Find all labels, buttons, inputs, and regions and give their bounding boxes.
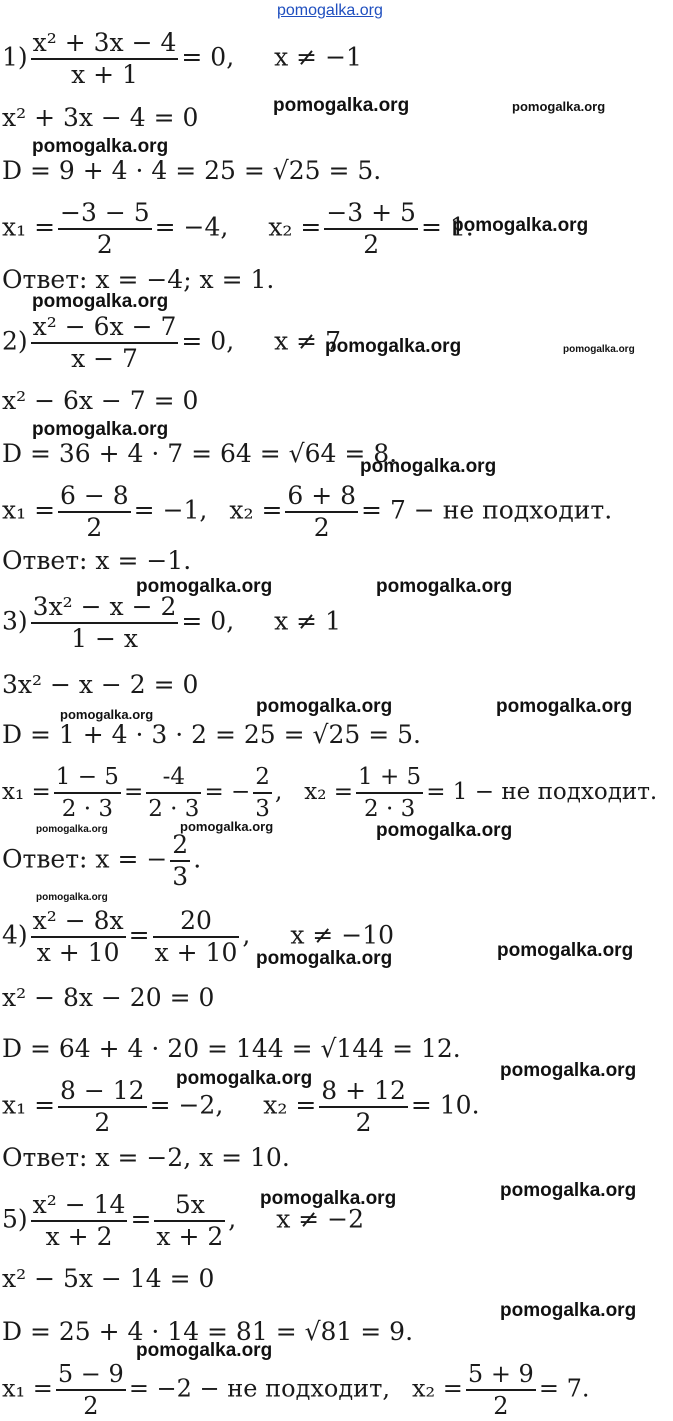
p5-number: 5) bbox=[2, 1204, 28, 1234]
p1-x1-fraction bbox=[58, 198, 152, 260]
p5-x2-den: 2 bbox=[493, 1392, 509, 1420]
watermark-text: pomogalka.org bbox=[496, 696, 633, 717]
p4-answer: Ответ: x = −2, x = 10. bbox=[2, 1143, 290, 1172]
watermark-text: pomogalka.org bbox=[60, 707, 154, 722]
watermark-text: pomogalka.org bbox=[32, 291, 169, 312]
p1-roots bbox=[2, 198, 474, 260]
p4-rhs-num: 20 bbox=[153, 906, 240, 938]
p3-eq-tail: = 0, bbox=[181, 606, 235, 636]
p2-fraction bbox=[31, 312, 179, 374]
p3-x1-a-den: 2 · 3 bbox=[61, 796, 113, 822]
p2-answer: Ответ: x = −1. bbox=[2, 546, 192, 575]
watermark-text: pomogalka.org bbox=[36, 892, 108, 903]
watermark-text: pomogalka.org bbox=[512, 99, 606, 114]
p3-x1-fraction-a bbox=[54, 762, 121, 824]
p4-x2-den: 2 bbox=[355, 1108, 372, 1137]
p3-quadratic: 3x² − x − 2 = 0 bbox=[2, 670, 199, 699]
p2-x1-label: x₁ = bbox=[2, 495, 56, 525]
p5-frac-num: x² − 14 bbox=[31, 1190, 128, 1222]
p3-x1-c-prefix: = − bbox=[204, 779, 251, 805]
p5-rhs-num: 5x bbox=[154, 1190, 225, 1222]
p4-x1-fraction bbox=[58, 1076, 147, 1138]
p1-x2-label: x₂ = bbox=[268, 212, 322, 242]
p1-x2-fraction bbox=[324, 198, 418, 260]
p1-condition: x ≠ −1 bbox=[274, 42, 362, 72]
watermark-text: pomogalka.org bbox=[180, 819, 274, 834]
p1-x1-num: −3 − 5 bbox=[58, 198, 152, 230]
p2-equation bbox=[2, 312, 341, 374]
p5-x1-num: 5 − 9 bbox=[56, 1359, 126, 1391]
watermark-text: pomogalka.org bbox=[256, 696, 393, 717]
p2-roots bbox=[2, 481, 612, 543]
p5-x2-label: x₂ = bbox=[412, 1374, 463, 1403]
p4-equation: 4) $\frac{\text{x² − 8x}}{x + 10}$ = $\frac{20}{x + 10}$ , x ≠ −10 bbox=[2, 906, 395, 967]
p3-number: 3) bbox=[2, 606, 28, 636]
watermark-text: pomogalka.org bbox=[376, 820, 513, 841]
watermark-text: pomogalka.org bbox=[256, 948, 393, 969]
p2-x1-value: = −1, bbox=[133, 495, 208, 525]
p1-x2-den: 2 bbox=[363, 230, 380, 259]
p5-frac-den: x + 2 bbox=[45, 1222, 113, 1251]
watermark-text: pomogalka.org bbox=[497, 940, 634, 961]
p5-discriminant: D = 25 + 4 · 14 = 81 = √81 = 9. bbox=[2, 1317, 414, 1346]
watermark-text: pomogalka.org bbox=[325, 336, 462, 357]
p4-x1-value: = −2, bbox=[149, 1090, 224, 1120]
watermark-text: pomogalka.org bbox=[32, 136, 169, 157]
p3-x2-value: = 1 − не подходит. bbox=[426, 779, 658, 805]
p4-x1-label: x₁ = bbox=[2, 1090, 56, 1120]
p3-x1-fraction-c bbox=[253, 762, 272, 824]
p4-condition: x ≠ −10 bbox=[290, 920, 395, 950]
p5-quadratic: x² − 5x − 14 = 0 bbox=[2, 1264, 215, 1293]
p1-x2-num: −3 + 5 bbox=[324, 198, 418, 230]
p4-frac-num: x² − 8x bbox=[31, 906, 126, 938]
p1-x1-label: x₁ = bbox=[2, 212, 56, 242]
p4-x1-den: 2 bbox=[94, 1108, 111, 1137]
p4-frac-den: x + 10 bbox=[36, 938, 120, 967]
p3-x2-den: 2 · 3 bbox=[364, 796, 416, 822]
p3-x2-fraction bbox=[356, 762, 423, 824]
p3-answer-fraction bbox=[170, 830, 190, 892]
p3-x1-fraction-b bbox=[146, 762, 201, 824]
watermark-text: pomogalka.org bbox=[136, 576, 273, 597]
p1-number: 1) bbox=[2, 42, 28, 72]
p3-discriminant: D = 1 + 4 · 3 · 2 = 25 = √25 = 5. bbox=[2, 720, 421, 749]
p4-x1-num: 8 − 12 bbox=[58, 1076, 147, 1108]
p3-x1-c-den: 3 bbox=[255, 796, 270, 822]
p3-x1-label: x₁ = bbox=[2, 779, 51, 805]
p2-frac-num: x² − 6x − 7 bbox=[31, 312, 179, 344]
p1-fraction bbox=[31, 28, 179, 90]
watermark-text: pomogalka.org bbox=[360, 456, 497, 477]
p5-x2-value: = 7. bbox=[538, 1374, 590, 1403]
p2-x1-num: 6 − 8 bbox=[58, 481, 131, 513]
watermark-text: pomogalka.org bbox=[500, 1060, 637, 1081]
p3-x1-b-num: -4 bbox=[146, 762, 201, 794]
p1-discriminant: D = 9 + 4 · 4 = 25 = √25 = 5. bbox=[2, 156, 382, 185]
p5-equation: 5) $\frac{\text{x² − 14}}{x + 2}$ = $\frac{5x}{x + 2}$ , x ≠ −2 bbox=[2, 1190, 365, 1251]
p3-condition: x ≠ 1 bbox=[274, 606, 341, 636]
p2-number: 2) bbox=[2, 326, 28, 356]
p1-frac-num: x² + 3x − 4 bbox=[31, 28, 179, 60]
p2-x2-label: x₂ = bbox=[229, 495, 283, 525]
p4-rhs-den: x + 10 bbox=[154, 938, 238, 967]
p3-answer-den: 3 bbox=[172, 862, 189, 891]
watermark-text: pomogalka.org bbox=[136, 1340, 273, 1361]
p3-roots: x₁ = $\frac{1 - 5}{2 \cdot 3}$ = $\frac{-4}{2 \cdot 3}$ = − $\frac{2}{3}$ , x₂ = $\frac{1 + 5}{2 \cdot 3}$ = 1 − не подходит. bbox=[2, 764, 658, 822]
p3-x1-a-num: 1 − 5 bbox=[54, 762, 121, 794]
p2-quadratic: x² − 6x − 7 = 0 bbox=[2, 386, 199, 415]
watermark-text: pomogalka.org bbox=[260, 1188, 397, 1209]
p2-x2-fraction bbox=[285, 481, 358, 543]
p4-x2-num: 8 + 12 bbox=[319, 1076, 408, 1108]
p2-x2-num: 6 + 8 bbox=[285, 481, 358, 513]
p2-frac-den: x − 7 bbox=[71, 344, 138, 373]
p5-x2-fraction bbox=[466, 1359, 536, 1421]
p2-x1-fraction bbox=[58, 481, 131, 543]
p2-condition: x ≠ 7 bbox=[274, 326, 341, 356]
watermark-top-link[interactable]: pomogalka.org bbox=[277, 2, 383, 19]
watermark-text: pomogalka.org bbox=[376, 576, 513, 597]
p5-x1-value: = −2 − не подходит, bbox=[128, 1374, 391, 1403]
p3-answer-prefix: Ответ: x = − bbox=[2, 844, 168, 874]
p3-answer: Ответ: x = − $\frac{2}{3}$ . bbox=[2, 830, 202, 891]
p1-x1-value: = −4, bbox=[154, 212, 229, 242]
p1-x2-value: = 1. bbox=[420, 212, 474, 242]
p2-eq-tail: = 0, bbox=[181, 326, 235, 356]
watermark-text: pomogalka.org bbox=[500, 1180, 637, 1201]
p5-rhs-den: x + 2 bbox=[156, 1222, 224, 1251]
p3-x2-num: 1 + 5 bbox=[356, 762, 423, 794]
p3-x2-label: x₂ = bbox=[304, 779, 354, 805]
p1-x1-den: 2 bbox=[96, 230, 113, 259]
p5-x1-label: x₁ = bbox=[2, 1374, 53, 1403]
p4-x2-value: = 10. bbox=[410, 1090, 480, 1120]
p4-fraction-left bbox=[31, 906, 126, 968]
watermark-text: pomogalka.org bbox=[563, 344, 635, 355]
p3-frac-den: 1 − x bbox=[71, 624, 138, 653]
p2-x2-value: = 7 − не подходит. bbox=[361, 495, 613, 525]
p5-condition: x ≠ −2 bbox=[276, 1204, 365, 1234]
p4-fraction-right bbox=[153, 906, 240, 968]
p3-answer-num: 2 bbox=[170, 830, 190, 862]
p1-quadratic: x² + 3x − 4 = 0 bbox=[2, 103, 199, 132]
p4-quadratic: x² − 8x − 20 = 0 bbox=[2, 983, 215, 1012]
watermark-text: pomogalka.org bbox=[36, 824, 108, 835]
p5-x1-fraction bbox=[56, 1359, 126, 1421]
p1-equation bbox=[2, 28, 362, 90]
p5-x2-num: 5 + 9 bbox=[466, 1359, 536, 1391]
p4-number: 4) bbox=[2, 920, 28, 950]
p3-equation bbox=[2, 592, 341, 654]
watermark-text: pomogalka.org bbox=[500, 1300, 637, 1321]
watermark-text: pomogalka.org bbox=[176, 1068, 313, 1089]
p4-x2-label: x₂ = bbox=[263, 1090, 317, 1120]
p4-x2-fraction bbox=[319, 1076, 408, 1138]
p3-frac-num: 3x² − x − 2 bbox=[31, 592, 179, 624]
p1-eq-tail: = 0, bbox=[181, 42, 235, 72]
p5-fraction-left bbox=[31, 1190, 128, 1252]
p3-x1-b-den: 2 · 3 bbox=[148, 796, 200, 822]
p3-x1-c-num: 2 bbox=[253, 762, 272, 794]
p2-x1-den: 2 bbox=[86, 513, 103, 542]
watermark-text: pomogalka.org bbox=[452, 215, 589, 236]
watermark-text: pomogalka.org bbox=[32, 419, 169, 440]
p1-answer: Ответ: x = −4; x = 1. bbox=[2, 265, 275, 294]
p5-x1-den: 2 bbox=[83, 1392, 99, 1420]
p5-roots bbox=[2, 1359, 589, 1421]
p2-x2-den: 2 bbox=[313, 513, 330, 542]
p2-discriminant: D = 36 + 4 · 7 = 64 = √64 = 8. bbox=[2, 439, 398, 468]
p1-frac-den: x + 1 bbox=[71, 60, 138, 89]
p5-fraction-right bbox=[154, 1190, 225, 1252]
p4-discriminant: D = 64 + 4 · 20 = 144 = √144 = 12. bbox=[2, 1034, 461, 1063]
p3-fraction bbox=[31, 592, 179, 654]
watermark-text: pomogalka.org bbox=[273, 95, 410, 116]
